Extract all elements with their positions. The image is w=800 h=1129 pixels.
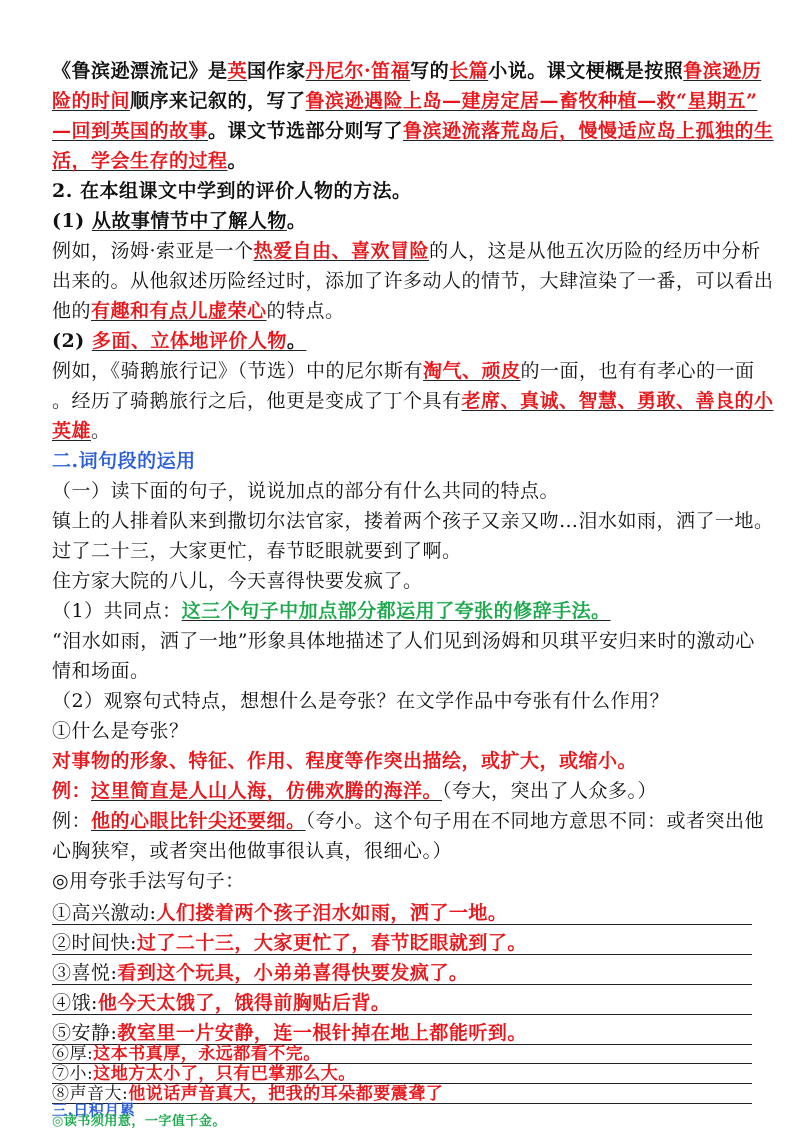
section-3-title: 三.日积月累 <box>52 1101 136 1119</box>
explanation-line-1: “泪水如雨，洒了一地”形象具体地描述了人们见到汤姆和贝琪平安归来时的激动心 <box>52 630 755 652</box>
text-span: 。经历了骑鹅旅行之后，他更是变成了丁个具有 <box>52 390 462 412</box>
example-1-line-3 <box>52 296 772 326</box>
highlight-text: 鲁滨逊历 <box>683 60 762 82</box>
example-1-line-2: 出来的。从他叙述历险经过时，添加了许多动人的情节，大肆渲染了一番，可以看出 <box>52 270 774 292</box>
intro-line-1 <box>52 56 772 86</box>
item-answer: 过了二十三，大家更忙了，春节眨眼就到了。 <box>136 932 527 954</box>
daily-quote: ◎读书须用意，一字值千金。 <box>52 1114 226 1129</box>
item-answer: 他今天太饿了，饿得前胸贴后背。 <box>97 992 391 1014</box>
item-label: ③喜悦: <box>52 962 118 984</box>
highlight-text: 有趣和有点儿虚荣心 <box>91 300 267 322</box>
text-span: （夸小。这个句子用在不同地方意思不同：或者突出他 <box>305 810 765 832</box>
highlight-text: 老席、真诚、智慧、勇敢、善良的小 <box>461 390 774 412</box>
sentence-3: 住方家大院的八儿，今天喜得快要发疯了。 <box>52 570 423 592</box>
highlight-text: 英 <box>227 60 248 82</box>
explanation-line-2: 情和场面。 <box>52 660 150 682</box>
practice-item-7 <box>52 1064 772 1085</box>
text-span: 顺序来记叙的，写了 <box>130 90 306 112</box>
text-span: 。 <box>91 420 111 442</box>
method-title: 多面、立体地评价人物 <box>91 330 287 352</box>
item-label: ④饿: <box>52 992 98 1014</box>
highlight-text: 淘气、顽皮 <box>423 360 521 382</box>
answer-line <box>52 954 752 955</box>
highlight-text: 长篇 <box>449 60 489 82</box>
item-answer: 他说话声音真大，把我的耳朵都要震聋了 <box>128 1084 444 1104</box>
highlight-text: —回到英国的故事 <box>52 120 209 142</box>
author-name: 丹尼尔·笛福 <box>305 60 411 82</box>
item-answer: 人们搂着两个孩子泪水如雨，洒了一地。 <box>156 902 508 924</box>
answer-line <box>52 924 752 925</box>
item-label: ⑤安静: <box>52 1022 118 1044</box>
text-span: 。 <box>286 210 307 232</box>
highlight-text: 鲁滨逊流落荒岛后，慢慢适应岛上孤独的生 <box>403 120 774 142</box>
example-1-line-1 <box>52 236 772 266</box>
text-span: 例如，汤姆·索亚是一个 <box>52 240 254 262</box>
text-span: 。 <box>227 150 248 172</box>
highlight-text: 活，学会生存的过程 <box>52 150 228 172</box>
example-2-line-3 <box>52 416 772 446</box>
text-span: (1) <box>52 210 92 232</box>
item-answer: 这本书真厚，永远都看不完。 <box>93 1044 321 1064</box>
example-2-line-1 <box>52 356 772 386</box>
method-2 <box>52 326 772 356</box>
highlight-text: 热爱自由、喜欢冒险 <box>253 240 430 262</box>
sentence-2: 过了二十三，大家更忙，春节眨眼就要到了啊。 <box>52 540 462 562</box>
item-label: ⑦小: <box>52 1064 94 1084</box>
item-answer: 教室里一片安静，连一根针掉在地上都能听到。 <box>117 1022 527 1044</box>
text-span: 例： <box>52 780 92 802</box>
intro-line-4 <box>52 146 772 176</box>
item-answer: 这地方太小了，只有巴掌那么大。 <box>93 1064 356 1084</box>
hyperbole-definition: 对事物的形象、特征、作用、程度等作突出描绘，或扩大，或缩小。 <box>52 750 638 772</box>
answer-text: 这三个句子中加点部分都运用了夸张的修辞手法。 <box>181 600 611 622</box>
text-span: 他的 <box>52 300 92 322</box>
example-b <box>52 806 772 836</box>
highlight-text: 鲁滨逊遇险上岛—建房定居—畜牧种植—救“星期五” <box>305 90 758 112</box>
text-span: 例如，《骑鹅旅行记》（节选）中的尼尔斯有 <box>52 360 424 382</box>
text-span: 的特点。 <box>266 300 345 322</box>
practice-item-8 <box>52 1084 772 1105</box>
text-span: 。 <box>286 330 307 352</box>
practice-heading: ◎用夸张手法写句子： <box>52 870 245 892</box>
text-span: 《鲁滨逊漂流记》是 <box>52 60 228 82</box>
item-label: ⑥厚: <box>52 1044 94 1064</box>
text-span: 写的 <box>410 60 450 82</box>
text-span: 的人，这是从他五次历险的经历中分析 <box>429 240 761 262</box>
answer-line <box>52 984 752 985</box>
example-text: 他的心眼比针尖还要细。 <box>91 810 306 832</box>
example-b-line-2: 心胸狭窄，或者突出他做事很认真，很细心。） <box>52 840 453 862</box>
methods-heading: 2. 在本组课文中学到的评价人物的方法。 <box>52 180 412 202</box>
text-span: 的一面，也有有孝心的一面 <box>520 360 755 382</box>
intro-line-2 <box>52 86 772 116</box>
question-2: （2）观察句式特点，想想什么是夸张？在文学作品中夸张有什么作用？ <box>52 690 670 712</box>
example-text: 这里简直是人山人海，仿佛欢腾的海洋。 <box>91 780 443 802</box>
item-label: ②时间快: <box>52 932 137 954</box>
highlight-text: 英雄 <box>52 420 92 442</box>
answer-line <box>52 1014 752 1015</box>
sentence-1: 镇上的人排着队来到撒切尔法官家，搂着两个孩子又亲又吻…泪水如雨，洒了一地。 <box>52 510 774 532</box>
text-span: (2) <box>52 330 92 352</box>
method-title: 从故事情节中了解人物 <box>91 210 287 232</box>
section-2-title: 二.词句段的运用 <box>52 450 196 472</box>
text-span: （夸大，突出了人众多。） <box>442 780 658 802</box>
method-1 <box>52 206 772 236</box>
text-span: 国作家 <box>247 60 306 82</box>
text-span: 例： <box>52 810 92 832</box>
item-label: ①高兴激动: <box>52 902 157 924</box>
text-span: 。课文节选部分则写了 <box>208 120 404 142</box>
example-2-line-2 <box>52 386 772 416</box>
intro-line-3 <box>52 116 772 146</box>
text-span: 小说。课文梗概是按照 <box>488 60 684 82</box>
what-is-hyperbole: ①什么是夸张？ <box>52 720 189 742</box>
highlight-text: 险的时间 <box>52 90 131 112</box>
item-answer: 看到这个玩具，小弟弟喜得快要发疯了。 <box>117 962 469 984</box>
item-label: ⑧声音大: <box>52 1084 129 1104</box>
answer-1 <box>52 596 772 626</box>
question-1: （一）读下面的句子，说说加点的部分有什么共同的特点。 <box>52 480 560 502</box>
example-a <box>52 776 772 806</box>
practice-item-6 <box>52 1044 772 1065</box>
text-span: （1）共同点： <box>52 600 182 622</box>
